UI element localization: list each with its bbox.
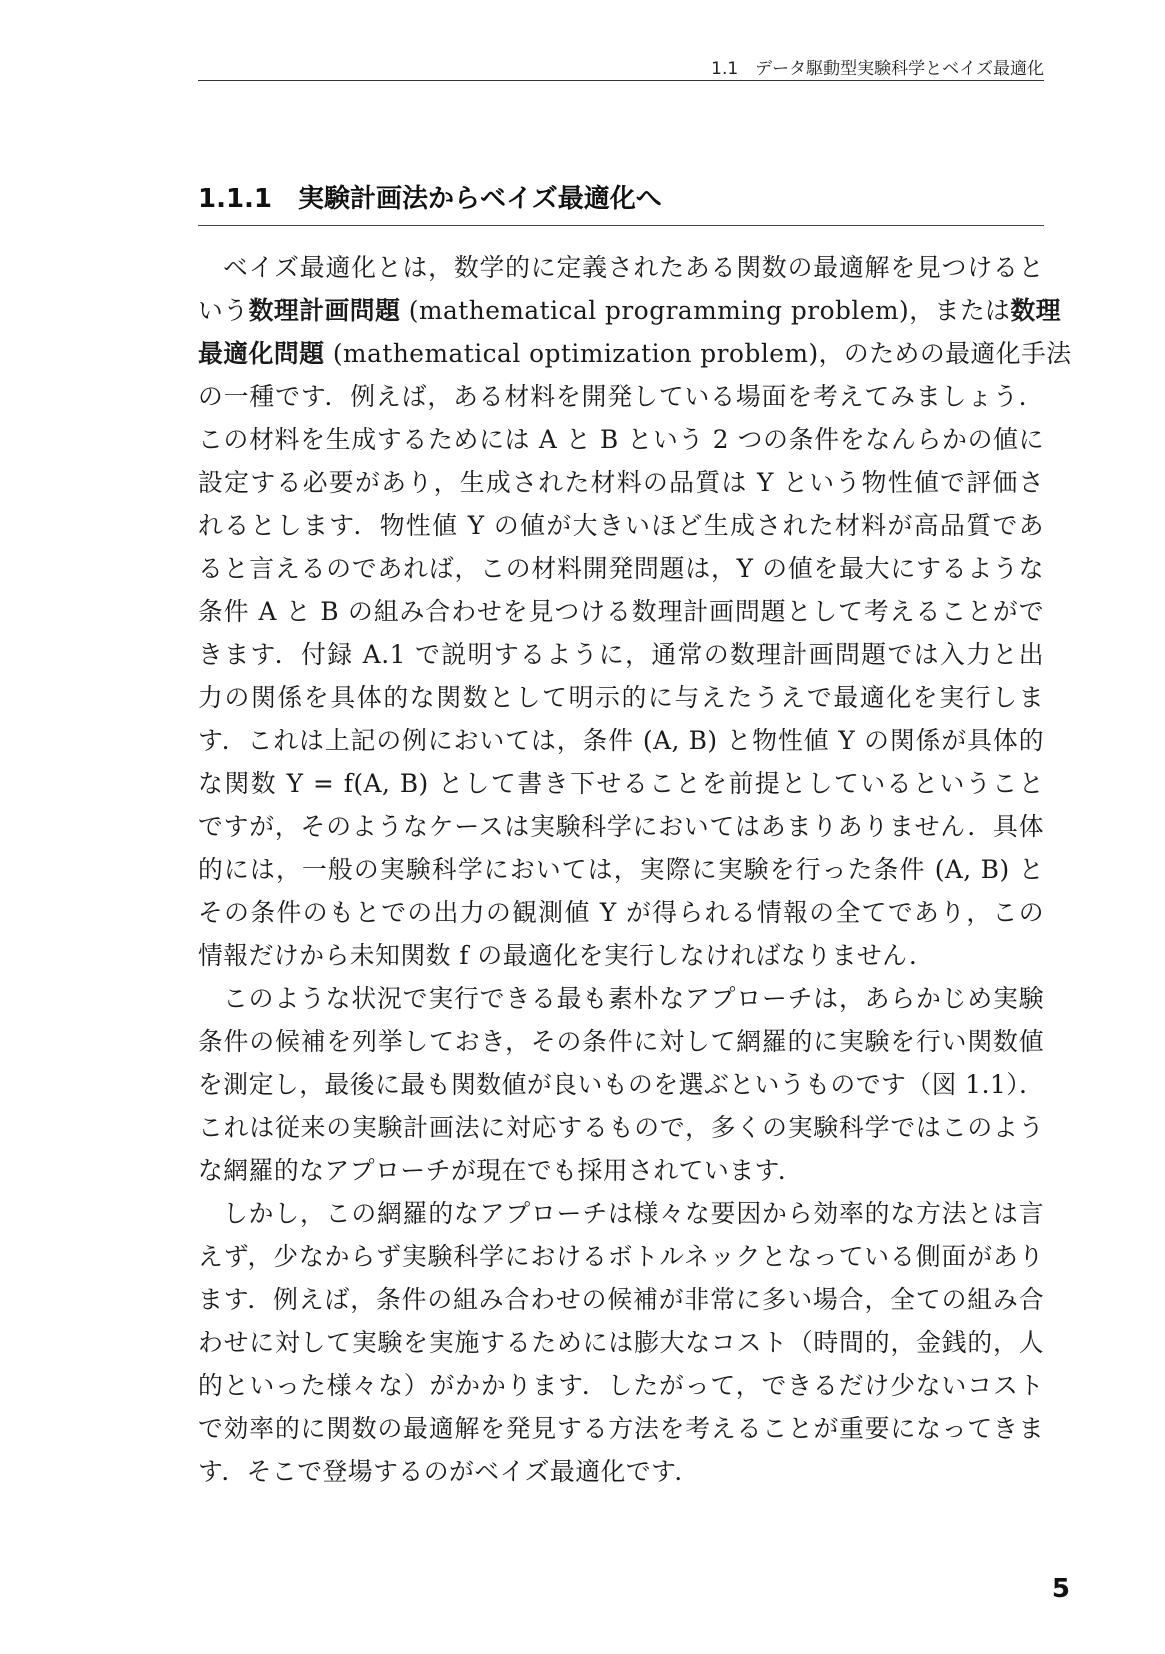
text-line [198,332,1072,375]
text-line [198,762,1044,805]
text-segment: で効率的に関数の最適解を発見する方法を考えることが重要になってきま [198,1414,1044,1443]
section-heading [198,178,1044,220]
text-segment: 設定する必要があり，生成された材料の品質は Y という物性値で評価さ [198,468,1044,497]
text-segment: す．そこで登場するのがベイズ最適化です． [198,1457,700,1486]
text-segment: いう [198,296,249,325]
text-line [198,418,1044,461]
text-segment: 情報だけから未知関数 f の最適化を実行しなければなりません． [198,941,935,970]
text-line [198,805,1044,848]
text-segment: その条件のもとでの出力の観測値 Y が得られる情報の全てであり，この [198,898,1044,927]
text-segment: ベイズ最適化とは，数学的に定義されたある関数の最適解を見つけると [223,253,1044,282]
text-line [198,1450,1044,1493]
page-number: 5 [1051,1574,1070,1604]
text-line [198,504,1044,547]
text-segment: れるとします．物性値 Y の値が大きいほど生成された材料が高品質であ [198,511,1044,540]
text-segment: ると言えるのであれば，この材料開発問題は，Y の値を最大にするような [198,554,1044,583]
text-line [198,547,1044,590]
text-segment: の一種です．例えば，ある材料を開発している場面を考えてみましょう． [198,382,1044,411]
text-line [198,719,1044,762]
text-line [198,1235,1044,1278]
text-line [198,1278,1044,1321]
text-segment: この材料を生成するためには A と B という 2 つの条件をなんらかの値に [198,425,1044,454]
text-segment: 力の関係を具体的な関数として明示的に与えたうえで最適化を実行しま [198,683,1044,712]
text-segment: わせに対して実験を実施するためには膨大なコスト（時間的，金銭的，人 [198,1328,1044,1357]
text-line [198,848,1044,891]
header-rule [198,80,1044,81]
text-segment: きます．付録 A.1 で説明するように，通常の数理計画問題では入力と出 [198,640,1044,669]
text-line [198,891,1044,934]
text-segment: す．これは上記の例においては，条件 (A, B) と物性値 Y の関係が具体的 [198,726,1044,755]
section-number: 1.1.1 [198,184,273,214]
text-segment: (mathematical optimization problem)，のための最適化手法 [324,339,1072,368]
text-segment: えず，少なからず実験科学におけるボトルネックとなっている側面があり [198,1242,1044,1271]
section-title: 実験計画法からベイズ最適化へ [298,184,662,214]
text-line [198,1364,1044,1407]
text-segment: を測定し，最後に最も関数値が良いものを選ぶというものです（図 1.1）． [198,1070,1045,1099]
text-line [198,1407,1044,1450]
section-rule [198,225,1044,226]
text-segment: 的といった様々な）がかかります．したがって，できるだけ少ないコスト [198,1371,1044,1400]
text-line [198,246,1044,289]
text-segment: 的には，一般の実験科学においては，実際に実験を行った条件 (A, B) と [198,855,1044,884]
text-line [198,977,1044,1020]
text-segment: 条件 A と B の組み合わせを見つける数理計画問題として考えることがで [198,597,1044,626]
text-line [198,1106,1044,1149]
text-line [198,375,1044,418]
text-line [198,461,1044,504]
text-segment: 条件の候補を列挙しておき，その条件に対して網羅的に実験を行い関数値 [198,1027,1044,1056]
bold-term: 最適化問題 [198,339,325,368]
running-head: 1.1 データ駆動型実験科学とベイズ最適化 [711,59,1044,79]
text-line [198,1063,1044,1106]
bold-term: 数理計画問題 [248,296,401,325]
text-line [198,934,1044,977]
text-segment: な網羅的なアプローチが現在でも採用されています． [198,1156,804,1185]
text-line [198,1192,1044,1235]
text-line [198,1321,1044,1364]
text-segment: (mathematical programming problem)，または [400,296,1011,325]
text-segment: これは従来の実験計画法に対応するもので，多くの実験科学ではこのよう [198,1113,1044,1142]
text-line [198,289,1062,332]
text-segment: このような状況で実行できる最も素朴なアプローチは，あらかじめ実験 [223,984,1044,1013]
text-line [198,676,1044,719]
text-line [198,1149,1044,1192]
body-text [198,246,1072,1493]
bold-term: 数理 [1010,296,1062,325]
text-segment: ですが，そのようなケースは実験科学においてはあまりありません．具体 [198,812,1044,841]
text-segment: な関数 Y = f(A, B) として書き下せることを前提としているということ [198,769,1044,798]
text-line [198,633,1044,676]
text-segment: ます．例えば，条件の組み合わせの候補が非常に多い場合，全ての組み合 [198,1285,1044,1314]
text-line [198,1020,1044,1063]
text-segment: しかし，この網羅的なアプローチは様々な要因から効率的な方法とは言 [223,1199,1044,1228]
text-line [198,590,1044,633]
